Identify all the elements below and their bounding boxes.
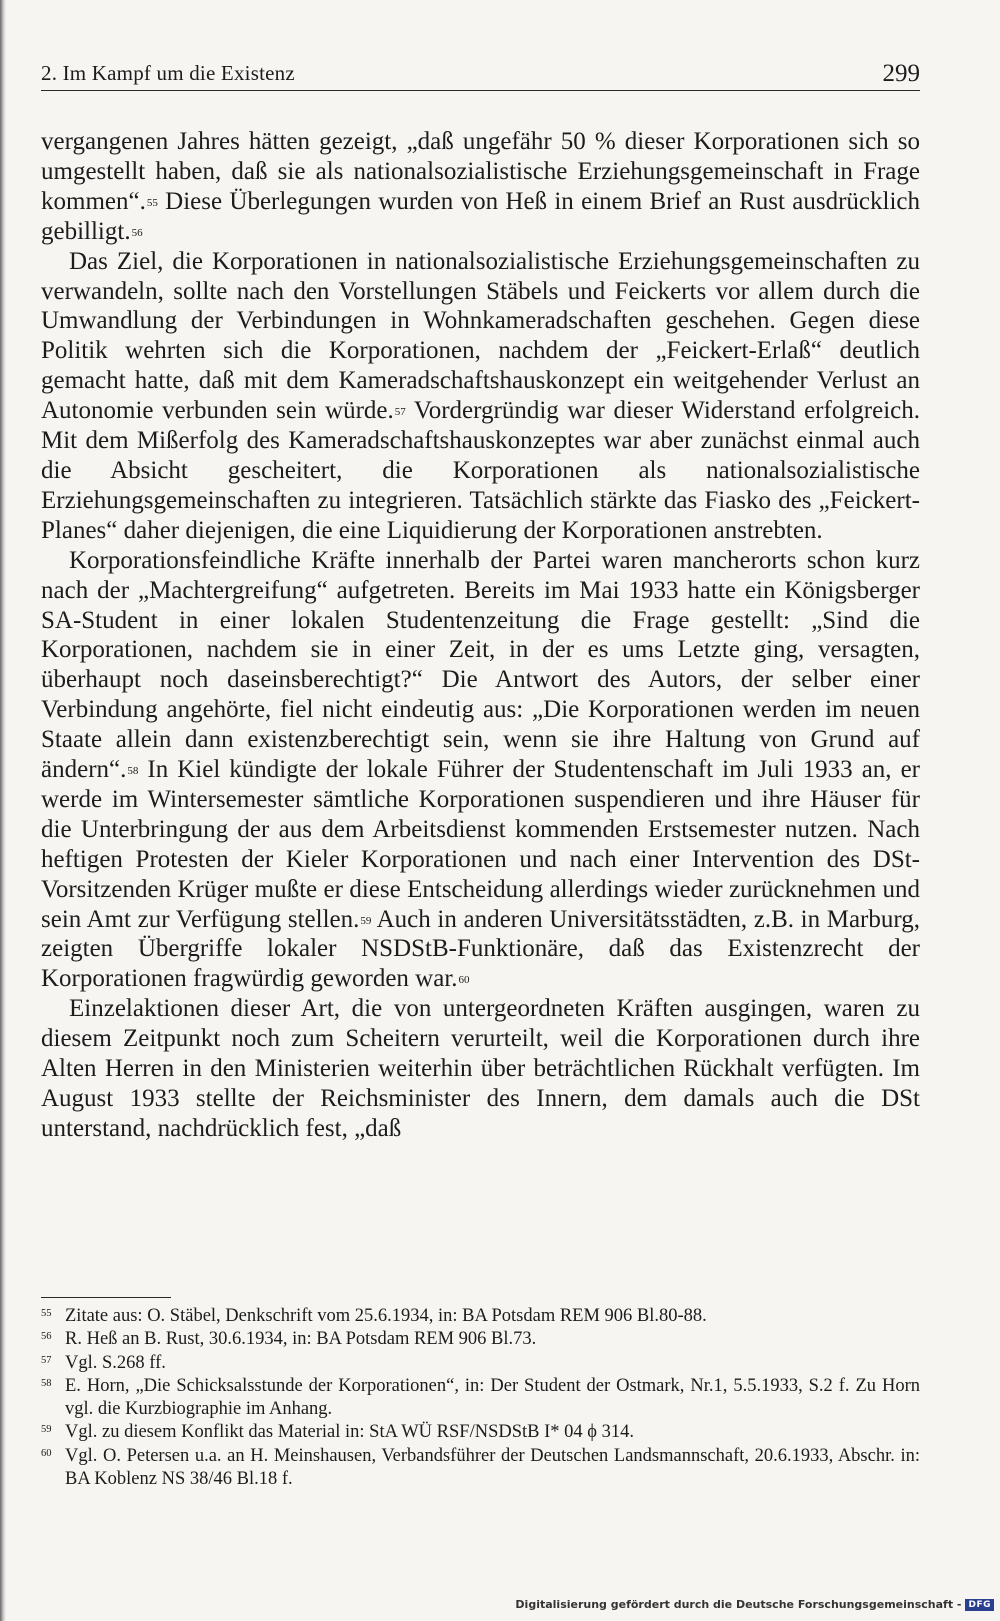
paragraph-text: vergangenen Jahres hätten gezeigt, „daß ungefähr 50 % dieser Korporationen sich so umgestellt haben, daß sie als nationalsozialistische Erziehungsgemeinschaft in Frage kommen“.: [41, 128, 920, 215]
footnote-ref: 57: [394, 406, 406, 419]
paragraph-text: Auch in anderen Universitätsstädten, z.B. in Marburg, zeigten Übergriffe lokaler NSDStB-Funktionäre, daß das Existenzrecht der Korporationen fragwürdig geworden war.: [41, 905, 920, 993]
paragraph-4: [41, 994, 920, 1144]
paragraph-text: Korporationsfeindliche Kräfte innerhalb der Partei waren mancherorts schon kurz nach der „Machtergreifung“ aufgetreten. Bereits im Mai 1933 hatte ein Königsberger SA-Student in einer lokalen Studentenzeitung die Frage gestellt: „Sind die Korporationen, nachdem sie in einer Zeit, in der es ums Letzte ging, versagten, überhaupt noch daseinsberechtigt?“ Die Antwort des Autors, der selber einer Verbindung angehörte, fiel nicht eindeutig aus: „Die Korporationen werden im neuen Staate allein dann existenzberechtigt sein, wenn sie ihre Haltung von Grund auf ändern“.: [41, 546, 920, 784]
paragraph-text: Diese Überlegungen wurden von Heß in einem Brief an Rust ausdrücklich gebilligt.: [41, 187, 920, 245]
footnote-number: 60: [41, 1447, 52, 1459]
footnote-separator: [41, 1297, 171, 1298]
digitization-credit: [515, 1598, 994, 1611]
main-text: [41, 127, 920, 1144]
running-title: 2. Im Kampf um die Existenz: [41, 61, 295, 85]
footnote-text: Vgl. O. Petersen u.a. an H. Meinshausen, Verbandsführer der Deutschen Landsmannschaft, 20.6.1933, Abschr. in: BA Koblenz NS 38/46 Bl.18 f.: [65, 1445, 920, 1490]
footnote-number: 58: [41, 1377, 52, 1389]
footnote-text: Zitate aus: O. Stäbel, Denkschrift vom 25.6.1934, in: BA Potsdam REM 906 Bl.80-88.: [65, 1306, 707, 1326]
footnote-ref: 59: [360, 914, 372, 927]
page-number: 299: [882, 60, 920, 87]
footnote: [41, 1328, 920, 1351]
footnote: [41, 1445, 920, 1492]
paragraph-text: Vordergründig war dieser Widerstand erfolgreich. Mit dem Mißerfolg des Kameradschaftshauskonzeptes war aber zunächst einmal auch die Absicht gescheitert, die Korporationen als nationalsozialistische Erziehungsgemeinschaften zu integrieren. Tatsächlich stärkte das Fiasko des „Feickert-Planes“ daher diejenigen, die eine Liquidierung der Korporationen anstrebten.: [41, 397, 920, 544]
footnote-number: 56: [41, 1331, 52, 1343]
paragraph-1: [41, 127, 920, 247]
footnotes: [41, 1305, 920, 1491]
paragraph-3: [41, 546, 920, 995]
footnote-number: 57: [41, 1354, 52, 1366]
paragraph-text: Einzelaktionen dieser Art, die von untergeordneten Kräften ausgingen, waren zu diesem Zeitpunkt noch zum Scheitern verurteilt, weil die Korporationen durch ihre Alten Herren in den Ministerien weiterhin über beträchtlichen Rückhalt verfügten. Im August 1933 stellte der Reichsminister des Innern, dem damals auch die DSt unterstand, nachdrücklich fest, „daß: [41, 995, 920, 1142]
footnote: [41, 1421, 920, 1444]
footnote: [41, 1352, 920, 1375]
page-header: [41, 52, 920, 91]
footnote-ref: 60: [458, 974, 470, 987]
footnote-ref: 56: [131, 226, 143, 239]
credit-text: Digitalisierung gefördert durch die Deutsche Forschungsgemeinschaft -: [515, 1598, 962, 1611]
footnote-number: 55: [41, 1308, 52, 1319]
dfg-logo: DFG: [965, 1599, 994, 1611]
footnote-text: E. Horn, „Die Schicksalsstunde der Korporationen“, in: Der Student der Ostmark, Nr.1, 5.5.1933, S.2 f. Zu Horn vgl. die Kurzbiographie im Anhang.: [65, 1375, 920, 1420]
paragraph-2: [41, 247, 920, 546]
footnote-text: R. Heß an B. Rust, 30.6.1934, in: BA Potsdam REM 906 Bl.73.: [65, 1329, 537, 1350]
footnote-text: Vgl. S.268 ff.: [65, 1352, 166, 1373]
footnote-ref: 58: [127, 765, 139, 778]
paragraph-text: In Kiel kündigte der lokale Führer der Studentenschaft im Juli 1933 an, er werde im Wintersemester sämtliche Korporationen suspendieren und ihre Häuser für die Unterbringung der aus dem Arbeitsdienst kommenden Erstsemester nutzen. Nach heftigen Protesten der Kieler Korporationen und nach einer Intervention des DSt-Vorsitzenden Krüger mußte er diese Entscheidung allerdings wieder zurücknehmen und sein Amt zur Verfügung stellen.: [41, 756, 920, 933]
footnote: [41, 1375, 920, 1422]
footnote-text: Vgl. zu diesem Konflikt das Material in: StA WÜ RSF/NSDStB I* 04 ϕ 314.: [65, 1422, 635, 1443]
paragraph-text: Das Ziel, die Korporationen in nationalsozialistische Erziehungsgemeinschaften zu verwandeln, sollte nach den Vorstellungen Stäbels und Feickerts vor allem durch die Umwandlung der Verbindungen in Wohnkameradschaften geschehen. Gegen diese Politik wehrten sich die Korporationen, nachdem der „Feickert-Erlaß“ deutlich gemacht hatte, daß mit dem Kameradschaftshauskonzept ein weitgehender Verlust an Autonomie verbunden sein würde.: [41, 247, 920, 425]
footnote-ref: 55: [146, 196, 158, 209]
footnote: [41, 1305, 920, 1328]
footnote-number: 59: [41, 1424, 52, 1436]
page-binding-edge: [0, 0, 6, 1621]
